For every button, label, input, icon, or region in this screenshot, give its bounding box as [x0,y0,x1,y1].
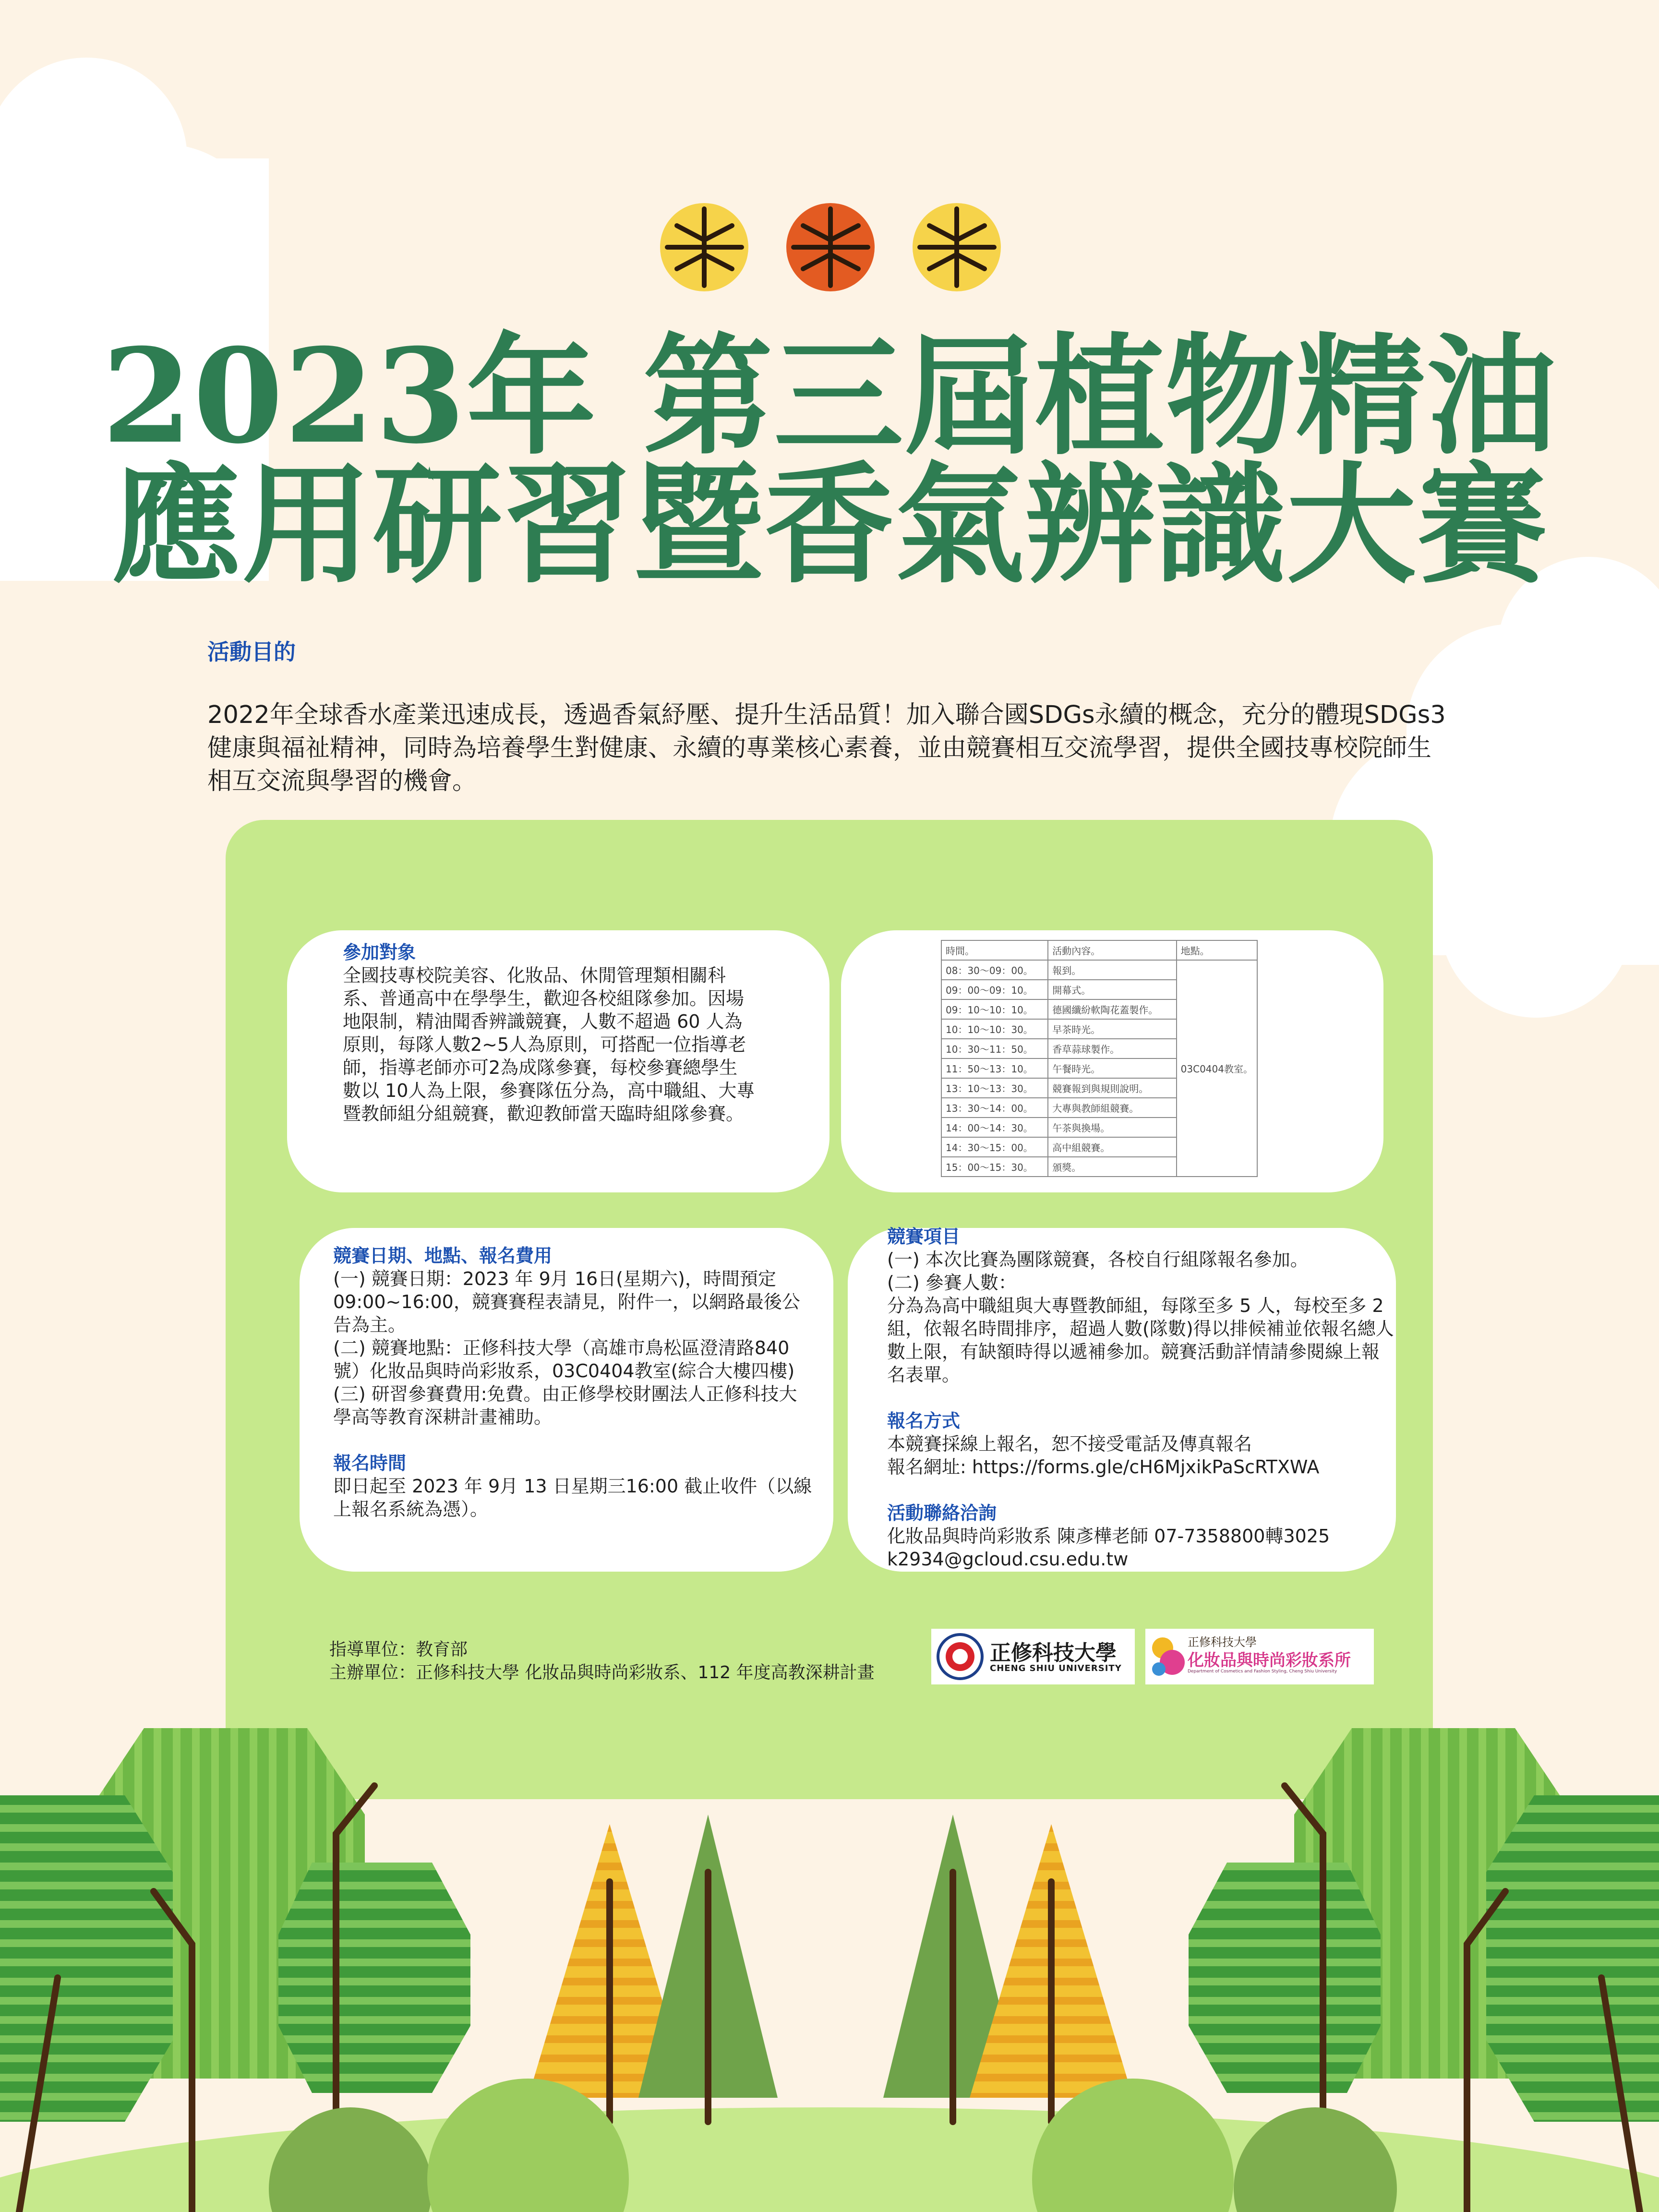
sun-icon-right [913,203,1001,291]
date-item-2: (二) 競賽地點：正修科技大學（高雄市鳥松區澄清路840號）化妝品與時尚彩妝系，03C0404教室(綜合大樓四樓) [333,1337,795,1382]
schedule-time: 11：50～13：10。 [941,1058,1048,1078]
csu-name-zh: 正修科技大學 [990,1641,1117,1665]
schedule-header-time: 時間。 [941,940,1048,960]
method-heading: 報名方式 [887,1410,961,1431]
schedule-activity: 大專與教師組競賽。 [1048,1098,1176,1118]
schedule-time: 15：00～15：30。 [941,1157,1048,1177]
date-item-1: (一) 競賽日期：2023 年 9月 16日(星期六)，時間預定09:00~16:00，競賽賽程表請見，附件一，以網路最後公告為主。 [333,1268,800,1335]
title-line1-text: 年 第三屆植物精油 [466,321,1557,472]
csu-name-en: CHENG SHIU UNIVERSITY [990,1663,1122,1673]
schedule-activity: 高中組競賽。 [1048,1137,1176,1157]
schedule-header-activity: 活動內容。 [1048,940,1176,960]
schedule-location: 03C0404教室。 [1177,960,1257,1177]
contact-heading: 活動聯絡洽詢 [887,1503,997,1524]
schedule-header-row [941,940,1257,960]
contact-line1: 化妝品與時尚彩妝系 陳彥樺老師 07-7358800轉3025 [887,1526,1330,1547]
registration-url[interactable]: 報名網址: https://forms.gle/cH6MjxikPaScRTXWA [887,1456,1320,1478]
date-place-fee-heading: 競賽日期、地點、報名費用 [333,1245,553,1266]
schedule-time: 13：30～14：00。 [941,1098,1048,1118]
items-heading: 競賽項目 [887,1226,961,1247]
schedule-time: 09：00～09：10。 [941,980,1048,999]
sun-icon-center [786,203,875,291]
schedule-activity: 午餐時光。 [1048,1058,1176,1078]
schedule-time: 13：10～13：30。 [941,1078,1048,1098]
csu-emblem-icon [936,1633,984,1681]
footer-guidance: 指導單位：教育部 [329,1640,468,1659]
participants-heading: 參加對象 [343,942,416,963]
department-emblem-icon [1148,1634,1187,1680]
schedule-time: 14：00～14：30。 [941,1118,1048,1137]
page-title-line1 [0,320,1659,472]
purpose-heading: 活動目的 [207,639,296,665]
date-item-3: (三) 研習參賽費用:免費。由正修學校財團法人正修科技大學高等教育深耕計畫補助。 [333,1383,797,1428]
schedule-time: 09：10～10：10。 [941,999,1048,1019]
items-line3: 分為為高中職組與大專暨教師組，每隊至多 5 人，每校至多 2 組，依報名時間排序，超過人數(隊數)得以排候補並依報名總人數上限，有缺額時得以遞補參加。競賽活動詳情請參閱線上報名表單。 [887,1295,1394,1385]
csu-logo [931,1629,1135,1684]
sun-icon-left [660,203,748,291]
schedule-activity: 競賽報到與規則說明。 [1048,1078,1176,1098]
dept-line3: Department of Cosmetics and Fashion Styling, Cheng Shiu University [1188,1669,1337,1674]
items-line1: (一) 本次比賽為團隊競賽，各校自行組隊報名參加。 [887,1249,1309,1270]
purpose-body: 2022年全球香水產業迅速成長，透過香氣紓壓、提升生活品質！加入聯合國SDGs永續的概念，充分的體現SDGs3健康與福祉精神，同時為培養學生對健康、永續的專業核心素養，並由競賽相互交流學習，提供全國技專校院師生相互交流與學習的機會。 [207,701,1446,795]
sponsor-footer [329,1638,875,1684]
forest-illustration [0,1709,1659,2212]
schedule-time: 08：30～09：00。 [941,960,1048,980]
footer-organizer: 主辦單位：正修科技大學 化妝品與時尚彩妝系、112 年度高教深耕計畫 [329,1663,875,1683]
schedule-activity: 頒獎。 [1048,1157,1176,1177]
dept-line1: 正修科技大學 [1188,1635,1257,1649]
schedule-activity: 開幕式。 [1048,980,1176,999]
dept-line2: 化妝品與時尚彩妝系所 [1188,1651,1351,1670]
schedule-header-location: 地點。 [1177,940,1257,960]
schedule-time: 14：30～15：00。 [941,1137,1048,1157]
schedule-time: 10：30～11：50。 [941,1039,1048,1058]
schedule-time: 10：10～10：30。 [941,1019,1048,1039]
table-row [941,960,1257,980]
schedule-activity: 早茶時光。 [1048,1019,1176,1039]
participants-body: 全國技專校院美容、化妝品、休閒管理類相關科系、普通高中在學學生，歡迎各校組隊參加。因場地限制，精油聞香辨識競賽，人數不超過 60 人為原則，每隊人數2~5人為原則，可搭配一位指導老師，指導老師亦可2為成隊參賽，每校參賽總學生數以 10人為上限，參賽隊伍分為，高中職組、大專暨教師組分組競賽，歡迎教師當天臨時組隊參賽。 [343,965,755,1124]
participants-text [343,941,756,1125]
reg-time-heading: 報名時間 [333,1453,407,1474]
items-line2: (二) 參賽人數： [887,1272,1017,1293]
schedule-activity: 午茶與換場。 [1048,1118,1176,1137]
date-place-fee-text [333,1244,813,1521]
schedule-activity: 德國纖紛軟陶花蓋製作。 [1048,999,1176,1019]
schedule-activity: 香草蒜球製作。 [1048,1039,1176,1058]
schedule-table [941,940,1258,1177]
competition-items-text [887,1225,1396,1571]
schedule-activity: 報到。 [1048,960,1176,980]
reg-time-body: 即日起至 2023 年 9月 13 日星期三16:00 截止收件（以線上報名系統為憑）。 [333,1476,812,1520]
page-title-line2: 應用研習暨香氣辨識大賽 [111,450,1548,601]
contact-email[interactable]: k2934@gcloud.csu.edu.tw [887,1549,1129,1570]
department-logo [1145,1629,1374,1684]
title-year: 2023 [102,320,467,472]
method-line1: 本競賽採線上報名，恕不接受電話及傳真報名 [887,1433,1252,1455]
